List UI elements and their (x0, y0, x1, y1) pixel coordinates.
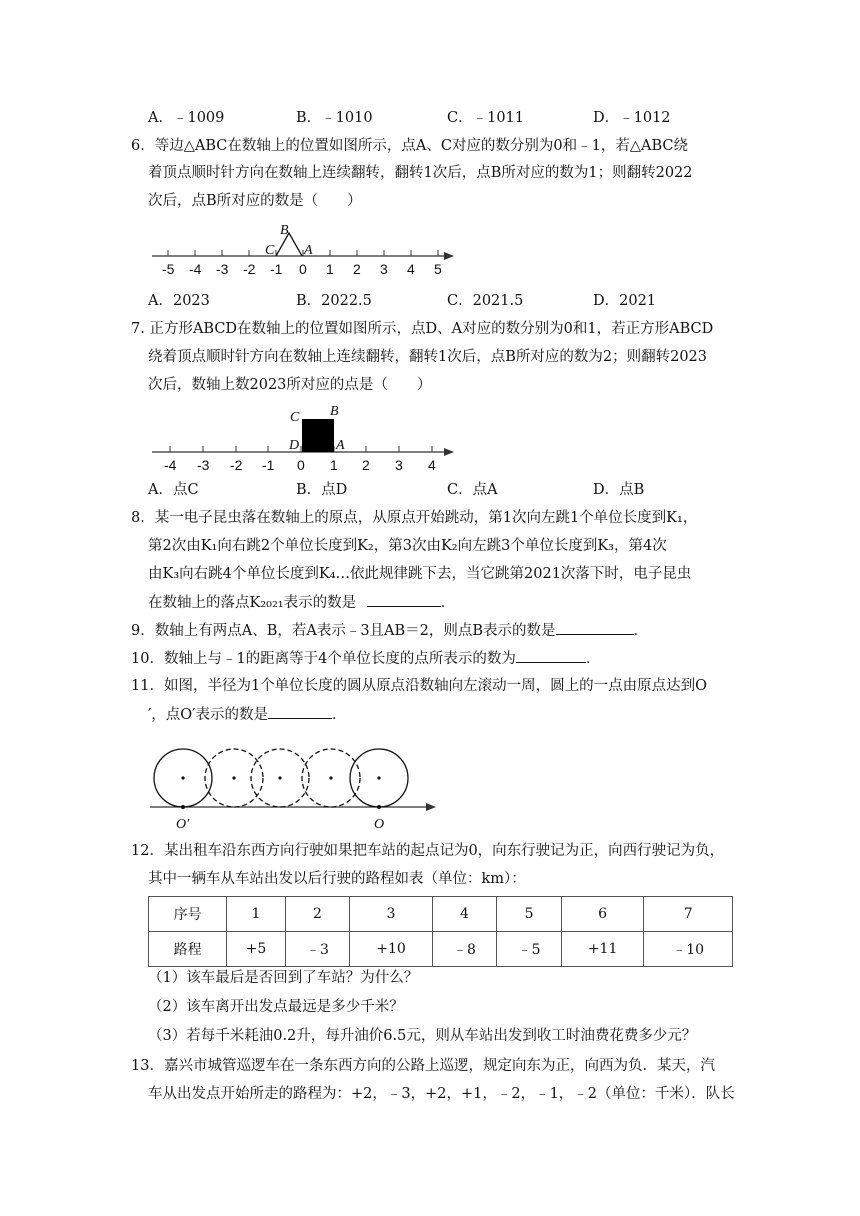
q7-tick-label: -4 (164, 457, 177, 472)
q6-tick-label: -3 (216, 261, 229, 277)
q7-point-b-label: B (330, 404, 339, 419)
table-cell: 路程 (149, 932, 227, 967)
q6-tick-label: -2 (243, 261, 256, 277)
q11-line-1: 11．如图，半径为1个单位长度的圆从原点沿数轴向左滚动一周，圆上的一点由原点达到O (131, 678, 708, 694)
q7-tick-label: 4 (428, 457, 436, 472)
q7-tick-label: 0 (297, 457, 305, 472)
table-cell: 1 (227, 897, 285, 932)
table-cell: 序号 (149, 897, 227, 932)
q8-line-1: 8．某一电子昆虫落在数轴上的原点，从原点开始跳动，第1次向左跳1个单位长度到K₁， (131, 510, 698, 526)
table-cell: 5 (497, 897, 562, 932)
q6-option-a: A．2023 (148, 293, 210, 309)
q6-number-line-figure (150, 220, 460, 280)
q9-answer-blank[interactable] (556, 620, 634, 635)
q6-option-c: C．2021.5 (447, 293, 524, 309)
table-cell: ﹣8 (432, 932, 497, 967)
q6-option-b: B．2022.5 (296, 293, 372, 309)
q11-point-o-label: O (374, 817, 385, 832)
q5-option-d: D．﹣1012 (593, 110, 671, 126)
q6-tick-label: 0 (299, 261, 307, 277)
table-cell: 4 (432, 897, 497, 932)
table-cell: ﹣10 (644, 932, 733, 967)
q6-point-c-label: C (265, 243, 275, 258)
q9-text: 9．数轴上有两点A、B，若A表示﹣3且AB＝2，则点B表示的数是 (131, 623, 556, 639)
q9-line (131, 620, 648, 641)
q6-point-b-label: B (280, 223, 289, 238)
q7-number-line-figure (150, 400, 460, 472)
q8-line-4-text: 在数轴上的落点K₂₀₂₁表示的数是 (148, 595, 357, 611)
q7-tick-label: -2 (230, 457, 243, 472)
q8-answer-blank[interactable] (367, 592, 441, 607)
q12-sub-2: （2）该车离开出发点最远是多少千米？ (148, 999, 404, 1015)
q11-line-2 (148, 704, 346, 725)
q7-tick-label: -1 (262, 457, 275, 472)
q7-option-a: A．点C (148, 482, 199, 498)
q12-line-1: 12．某出租车沿东西方向行驶如果把车站的起点记为0，向东行驶记为正，向西行驶记为负， (131, 843, 725, 859)
table-cell: +10 (350, 932, 432, 967)
q7-line-1: 7. 正方形ABCD在数轴上的位置如图所示，点D、A对应的数分别为0和1，若正方形ABCD (131, 321, 714, 337)
q9-end: ． (633, 623, 649, 639)
q7-point-c-label: C (290, 410, 300, 425)
q8-end: ． (440, 595, 456, 611)
q5-option-c: C．﹣1011 (447, 110, 524, 126)
q6-tick-label: 3 (380, 261, 388, 277)
q12-route-table (148, 896, 733, 967)
q7-point-a-label: A (336, 438, 345, 453)
q10-line (131, 648, 600, 669)
q11-axis-arrow-icon (426, 803, 436, 811)
q12-line-2: 其中一辆车从车站出发以后行驶的路程如表（单位：km）： (148, 871, 526, 887)
q10-end: ． (585, 651, 601, 667)
table-cell: 7 (644, 897, 733, 932)
table-cell: +11 (561, 932, 643, 967)
q7-line-2: 绕着顶点顺时针方向在数轴上连续翻转，翻转1次后，点B所对应的数为2；则翻转2023 (148, 349, 708, 365)
q6-point-a-label: A (304, 243, 313, 258)
q7-square-abcd (302, 419, 334, 452)
q7-line-3: 次后，数轴上数2023所对应的点是（ ） (148, 377, 432, 393)
q6-line-2: 着顶点顺时针方向在数轴上连续翻转，翻转1次后，点B所对应的数为1；则翻转2022 (148, 165, 693, 181)
table-cell: 6 (561, 897, 643, 932)
q10-text: 10．数轴上与﹣1的距离等于4个单位长度的点所表示的数为 (131, 651, 516, 667)
q6-option-d: D．2021 (593, 293, 657, 309)
q11-line-2-text: ′，点O′表示的数是 (148, 707, 268, 723)
q8-line-4 (148, 592, 455, 613)
table-cell: 3 (350, 897, 432, 932)
q11-point-o-prime-label: O′ (176, 817, 190, 832)
q10-answer-blank[interactable] (516, 648, 586, 663)
q6-tick-label: 2 (353, 261, 361, 277)
q6-axis-arrow-icon (444, 252, 454, 260)
q5-option-a: A．﹣1009 (148, 110, 225, 126)
q7-option-b: B．点D (296, 482, 348, 498)
q7-option-c: C．点A (447, 482, 498, 498)
q5-option-b: B．﹣1010 (296, 110, 373, 126)
q11-rolling-circle-figure (148, 732, 443, 832)
q7-tick-label: 2 (362, 457, 370, 472)
q7-axis-arrow-icon (444, 448, 454, 456)
q6-line-3: 次后，点B所对应的数是（ ） (148, 193, 362, 209)
q13-line-1: 13．嘉兴市城管巡逻车在一条东西方向的公路上巡逻，规定向东为正，向西为负．某天，汽 (131, 1058, 715, 1074)
q8-line-3: 由K₃向右跳4个单位长度到K₄…依此规律跳下去，当它跳第2021次落下时，电子昆虫 (148, 566, 692, 582)
q6-tick-label: 5 (434, 261, 442, 277)
q8-line-2: 第2次由K₁向右跳2个单位长度到K₂，第3次由K₂向左跳3个单位长度到K₃，第4次 (148, 538, 667, 554)
q6-line-1: 6．等边△ABC在数轴上的位置如图所示，点A、C对应的数分别为0和﹣1，若△ABC绕 (131, 138, 689, 154)
q11-answer-blank[interactable] (268, 704, 332, 719)
table-row (149, 897, 733, 932)
q6-tick-label: -1 (270, 261, 283, 277)
q6-tick-label: 4 (407, 261, 415, 277)
q12-sub-3: （3）若每千米耗油0.2升，每升油价6.5元，则从车站出发到收工时油费花费多少元？ (148, 1028, 697, 1044)
q6-tick-label: -4 (189, 261, 202, 277)
q12-sub-1: （1）该车最后是否回到了车站？为什么？ (148, 970, 419, 986)
table-cell: +5 (227, 932, 285, 967)
q7-tick-label: 3 (395, 457, 403, 472)
q6-tick-label: 1 (326, 261, 334, 277)
table-row (149, 932, 733, 967)
table-cell: ﹣3 (285, 932, 350, 967)
q11-end: ． (331, 707, 347, 723)
q7-point-d-label: D (289, 438, 300, 453)
q6-tick-label: -5 (162, 261, 175, 277)
q7-tick-label: -3 (197, 457, 210, 472)
q7-option-d: D．点B (593, 482, 645, 498)
q13-line-2: 车从出发点开始所走的路程为：+2，﹣3，+2，+1，﹣2，﹣1，﹣2（单位：千米）．队长 (148, 1086, 735, 1102)
table-cell: ﹣5 (497, 932, 562, 967)
table-cell: 2 (285, 897, 350, 932)
q7-tick-label: 1 (330, 457, 338, 472)
